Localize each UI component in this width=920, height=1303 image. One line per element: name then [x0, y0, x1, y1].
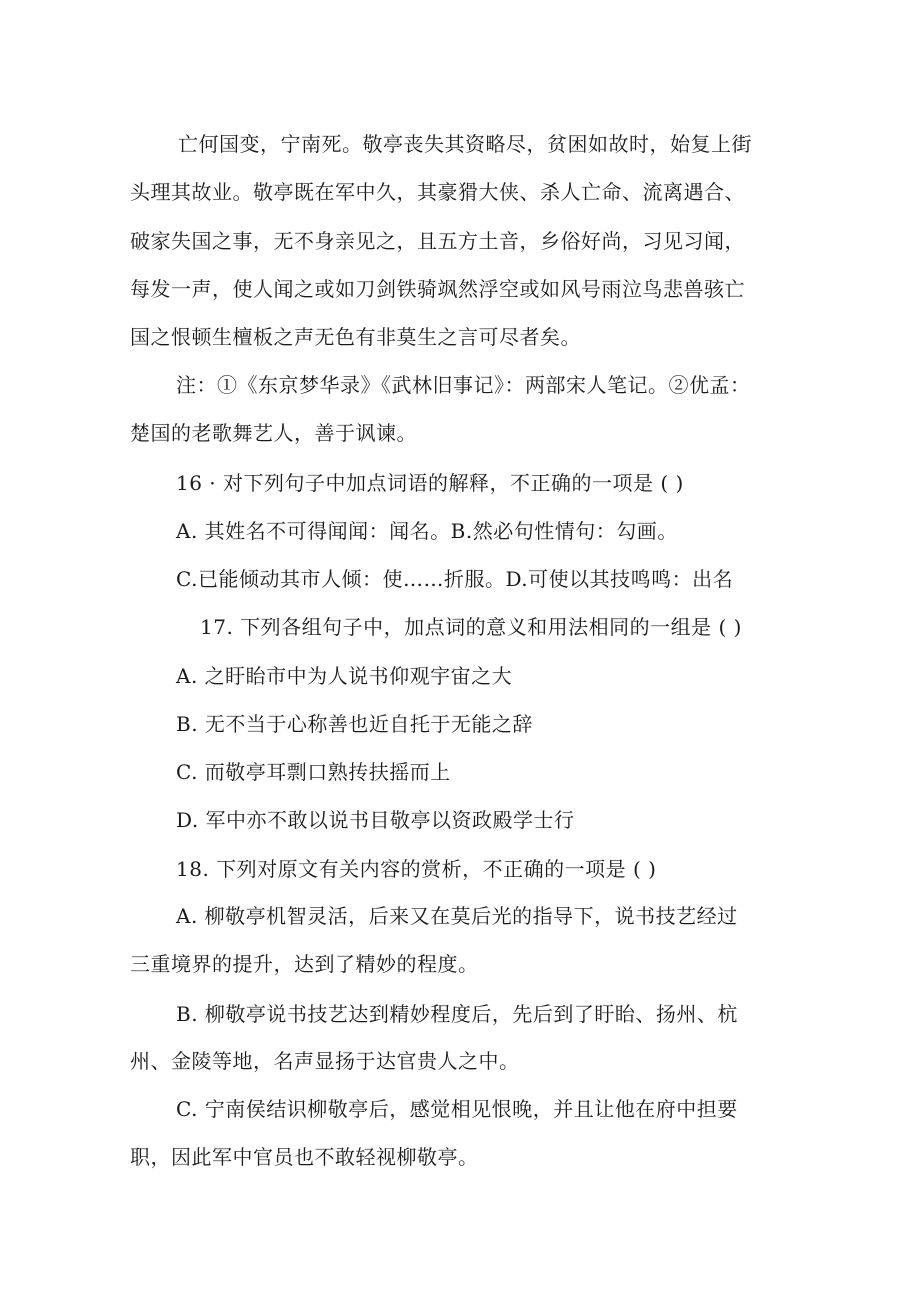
question-18-option-b-cont: 州、金陵等地，名声显扬于达官贵人之中。: [130, 1049, 520, 1073]
question-18-option-a-cont: 三重境界的提升，达到了精妙的程度。: [130, 952, 479, 976]
note-line: 注：①《东京梦华录》《武林旧事记》：两部宋人笔记。②优孟：: [176, 373, 751, 397]
question-16-options-cd: C.已能倾动其市人倾：使……折服。D.可使以其技鸣鸣：出名: [176, 567, 734, 591]
question-18-option-c-cont: 职，因此军中官员也不敢轻视柳敬亭。: [130, 1145, 479, 1169]
question-18-option-a: A. 柳敬亭机智灵活，后来又在莫后光的指导下，说书技艺经过: [176, 904, 738, 928]
question-17-option-a: A. 之盱眙市中为人说书仰观宇宙之大: [176, 664, 513, 688]
question-18-option-b: B. 柳敬亭说书技艺达到精妙程度后，先后到了盱眙、扬州、杭: [176, 1002, 738, 1026]
passage-line: 亡何国变，宁南死。敬亭丧失其资略尽，贫困如故时，始复上街: [178, 132, 752, 156]
question-16-options-ab: A. 其姓名不可得闻闻：闻名。B.然必句性情句：勾画。: [176, 519, 678, 543]
passage-line: 头理其故业。敬亭既在军中久，其豪猾大侠、杀人亡命、流离遇合、: [130, 180, 745, 204]
question-17-option-b: B. 无不当于心称善也近自托于无能之辞: [176, 712, 533, 736]
question-16-stem: 16 · 对下列句子中加点词语的解释，不正确的一项是 ( ): [176, 471, 684, 495]
passage-line: 国之恨顿生檀板之声无色有非莫生之言可尽者矣。: [130, 325, 581, 349]
passage-line: 每发一声，使人闻之或如刀剑铁骑飒然浮空或如风号雨泣鸟悲兽骇亡: [130, 277, 745, 301]
question-17-option-c: C. 而敬亭耳剽口熟抟扶摇而上: [176, 760, 451, 784]
question-18-stem: 18. 下列对原文有关内容的赏析，不正确的一项是 ( ): [176, 857, 657, 881]
question-17-option-d: D. 军中亦不敢以说书目敬亭以资政殿学士行: [176, 808, 575, 832]
question-18-option-c: C. 宁南侯结识柳敬亭后，感觉相见恨晚，并且让他在府中担要: [176, 1097, 738, 1121]
note-line: 楚国的老歌舞艺人，善于讽谏。: [130, 421, 417, 445]
question-17-stem: 17. 下列各组句子中，加点词的意义和用法相同的一组是 ( ): [200, 615, 742, 639]
passage-line: 破家失国之事，无不身亲见之，且五方土音，乡俗好尚，习见习闻，: [130, 229, 745, 253]
